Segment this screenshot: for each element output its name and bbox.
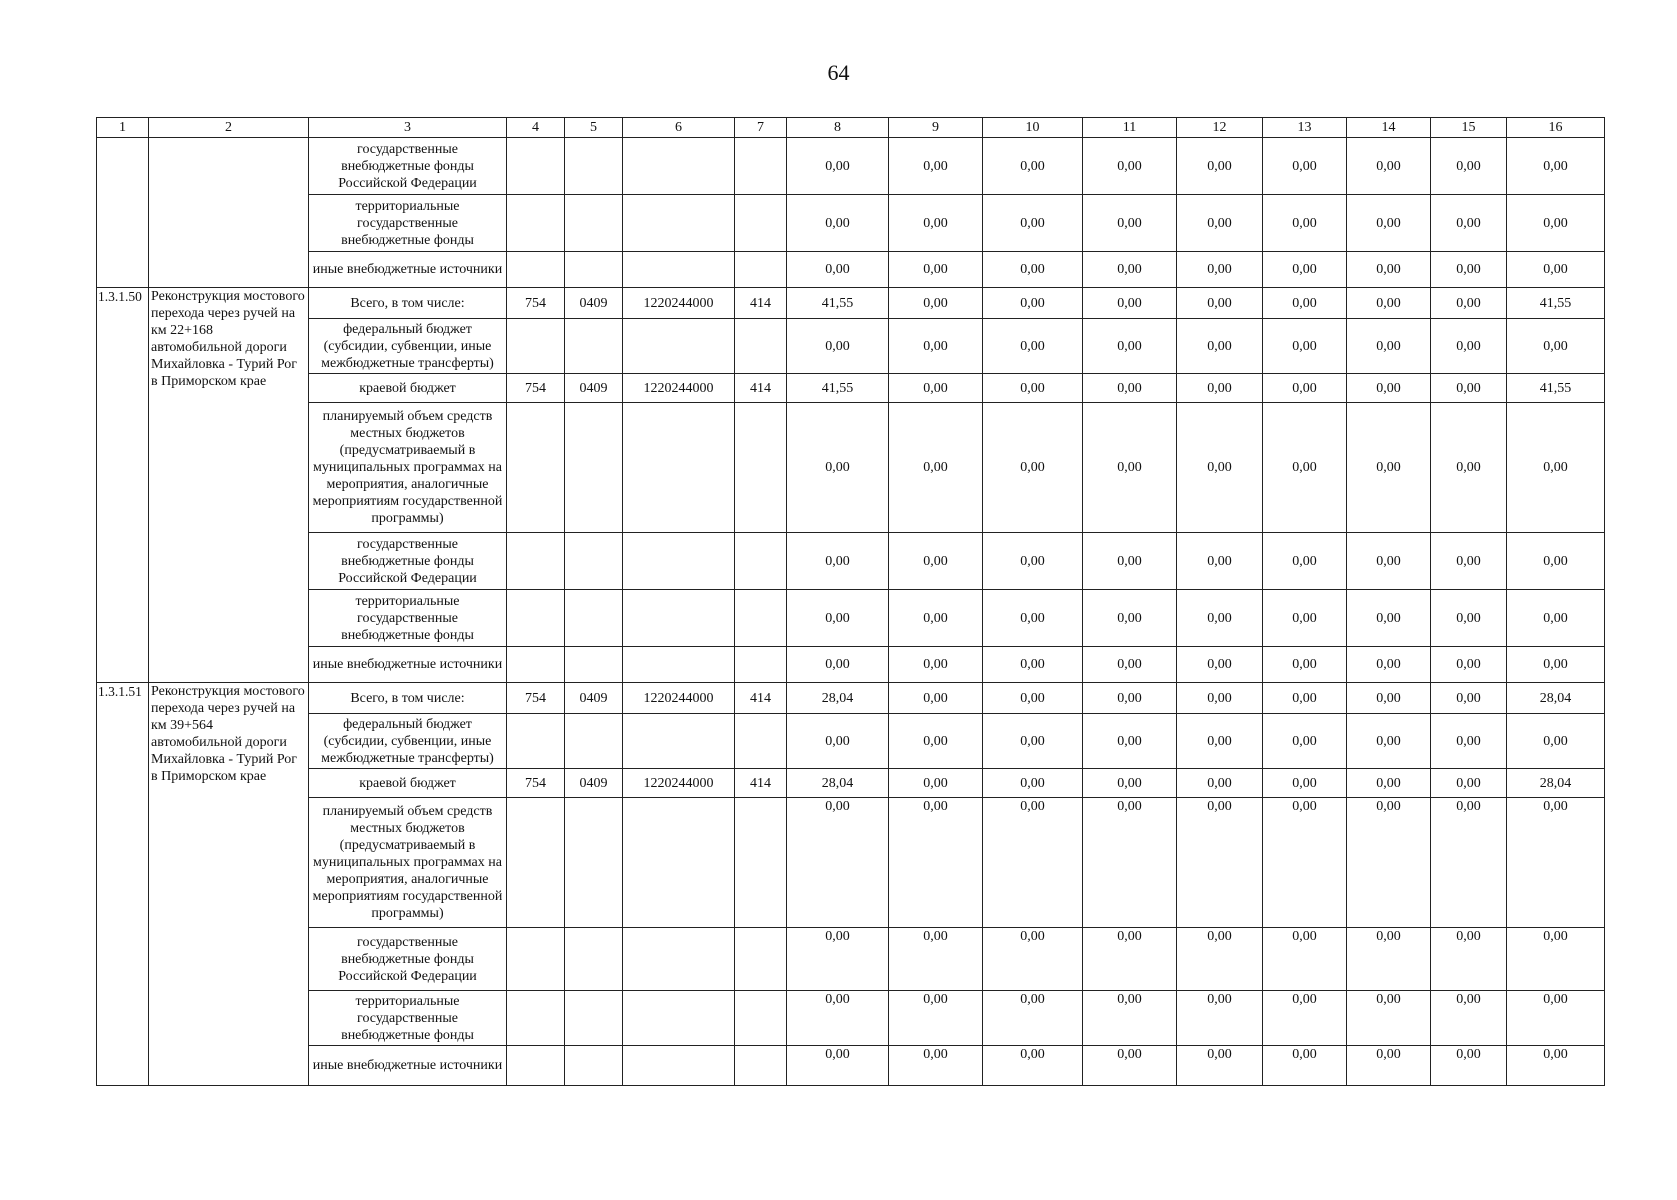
amount-cell: 0,00: [787, 403, 889, 533]
code-grbs: 754: [507, 288, 565, 319]
table-row: [97, 138, 1605, 195]
source-name: краевой бюджет: [309, 374, 507, 403]
code-csr: 1220244000: [623, 683, 735, 714]
amount-cell: 0,00: [787, 252, 889, 288]
amount-cell: 0,00: [1263, 288, 1347, 319]
amount-cell: 0,00: [983, 714, 1083, 769]
amount-cell: 0,00: [1177, 319, 1263, 374]
amount-cell: 0,00: [1431, 647, 1507, 683]
amount-cell: 0,00: [1263, 403, 1347, 533]
col-num: 2: [149, 118, 309, 138]
amount-cell: 0,00: [1083, 533, 1177, 590]
amount-cell: 0,00: [1347, 533, 1431, 590]
amount-cell: 0,00: [889, 319, 983, 374]
amount-cell: 0,00: [1347, 195, 1431, 252]
amount-cell: 0,00: [983, 403, 1083, 533]
amount-cell: 0,00: [889, 991, 983, 1046]
amount-cell: 0,00: [983, 138, 1083, 195]
amount-cell: 0,00: [1083, 714, 1177, 769]
col-num: 3: [309, 118, 507, 138]
amount-cell: 41,55: [1507, 374, 1605, 403]
table-row: [97, 590, 1605, 647]
amount-cell: 0,00: [889, 403, 983, 533]
amount-cell: 0,00: [1083, 590, 1177, 647]
code-vr: 414: [735, 288, 787, 319]
amount-cell: 0,00: [1263, 683, 1347, 714]
source-name: иные внебюджетные источники: [309, 647, 507, 683]
code-grbs: [507, 319, 565, 374]
amount-cell: 0,00: [889, 195, 983, 252]
amount-cell: 0,00: [787, 138, 889, 195]
amount-cell: 0,00: [889, 798, 983, 928]
amount-cell: 0,00: [1177, 374, 1263, 403]
amount-cell: 0,00: [983, 928, 1083, 991]
col-num: 5: [565, 118, 623, 138]
code-vr: [735, 928, 787, 991]
amount-cell: 0,00: [1431, 374, 1507, 403]
amount-cell: 0,00: [1507, 1046, 1605, 1086]
amount-cell: 41,55: [787, 374, 889, 403]
amount-cell: 0,00: [1347, 590, 1431, 647]
amount-cell: 0,00: [1347, 647, 1431, 683]
amount-cell: 0,00: [1263, 138, 1347, 195]
amount-cell: 0,00: [1431, 683, 1507, 714]
amount-cell: 0,00: [1507, 533, 1605, 590]
code-rzpr: [565, 714, 623, 769]
item-code: [97, 138, 149, 288]
table-row: [97, 769, 1605, 798]
amount-cell: 0,00: [787, 991, 889, 1046]
amount-cell: 0,00: [983, 374, 1083, 403]
table-row: [97, 533, 1605, 590]
item-name: [149, 138, 309, 288]
amount-cell: 0,00: [1083, 403, 1177, 533]
amount-cell: 0,00: [1177, 1046, 1263, 1086]
amount-cell: 28,04: [1507, 683, 1605, 714]
amount-cell: 0,00: [1263, 714, 1347, 769]
amount-cell: 0,00: [889, 533, 983, 590]
amount-cell: 28,04: [787, 769, 889, 798]
amount-cell: 0,00: [1263, 769, 1347, 798]
amount-cell: 0,00: [1507, 195, 1605, 252]
code-grbs: [507, 647, 565, 683]
amount-cell: 0,00: [1083, 195, 1177, 252]
amount-cell: 0,00: [1431, 138, 1507, 195]
code-csr: [623, 714, 735, 769]
amount-cell: 0,00: [1083, 683, 1177, 714]
code-csr: 1220244000: [623, 288, 735, 319]
table-row: [97, 319, 1605, 374]
amount-cell: 0,00: [1431, 195, 1507, 252]
code-csr: [623, 252, 735, 288]
col-num: 4: [507, 118, 565, 138]
amount-cell: 0,00: [1083, 1046, 1177, 1086]
amount-cell: 0,00: [1177, 798, 1263, 928]
amount-cell: 0,00: [1263, 590, 1347, 647]
source-name: государственные внебюджетные фонды Российской Федерации: [309, 138, 507, 195]
page-number: 64: [827, 60, 850, 85]
amount-cell: 0,00: [1263, 195, 1347, 252]
amount-cell: 0,00: [889, 683, 983, 714]
amount-cell: 0,00: [1347, 288, 1431, 319]
table-row: [97, 798, 1605, 928]
col-num: 6: [623, 118, 735, 138]
table-row: [97, 403, 1605, 533]
code-csr: [623, 798, 735, 928]
code-csr: [623, 590, 735, 647]
amount-cell: 0,00: [1507, 138, 1605, 195]
amount-cell: 0,00: [983, 991, 1083, 1046]
amount-cell: 0,00: [1347, 374, 1431, 403]
item-name: Реконструкция мостового перехода через ручей на км 22+168 автомобильной дороги Михайловка - Турий Рог в Приморском крае: [149, 288, 309, 683]
table-row: [97, 195, 1605, 252]
code-grbs: 754: [507, 374, 565, 403]
amount-cell: 0,00: [1347, 319, 1431, 374]
amount-cell: 0,00: [1177, 533, 1263, 590]
code-vr: [735, 714, 787, 769]
amount-cell: 0,00: [1507, 991, 1605, 1046]
code-csr: [623, 533, 735, 590]
amount-cell: 0,00: [1347, 798, 1431, 928]
amount-cell: 0,00: [1083, 374, 1177, 403]
item-code: 1.3.1.51: [97, 683, 149, 1086]
code-rzpr: 0409: [565, 374, 623, 403]
amount-cell: 0,00: [889, 1046, 983, 1086]
amount-cell: 0,00: [1507, 319, 1605, 374]
code-vr: [735, 590, 787, 647]
amount-cell: 0,00: [1507, 647, 1605, 683]
column-number-row: [97, 118, 1605, 138]
amount-cell: 0,00: [787, 533, 889, 590]
amount-cell: 0,00: [1177, 195, 1263, 252]
table-row: [97, 991, 1605, 1046]
amount-cell: 0,00: [1347, 403, 1431, 533]
amount-cell: 0,00: [1431, 714, 1507, 769]
item-code: 1.3.1.50: [97, 288, 149, 683]
amount-cell: 0,00: [983, 288, 1083, 319]
amount-cell: 0,00: [1431, 252, 1507, 288]
code-csr: 1220244000: [623, 769, 735, 798]
source-name: краевой бюджет: [309, 769, 507, 798]
amount-cell: 0,00: [1083, 928, 1177, 991]
amount-cell: 0,00: [1431, 403, 1507, 533]
amount-cell: 0,00: [1431, 288, 1507, 319]
table-row: [97, 288, 1605, 319]
source-name: федеральный бюджет (субсидии, субвенции, иные межбюджетные трансферты): [309, 319, 507, 374]
code-rzpr: [565, 1046, 623, 1086]
code-vr: [735, 403, 787, 533]
amount-cell: 0,00: [889, 928, 983, 991]
code-vr: 414: [735, 683, 787, 714]
amount-cell: 0,00: [1263, 1046, 1347, 1086]
code-rzpr: [565, 138, 623, 195]
amount-cell: 0,00: [1083, 769, 1177, 798]
source-name: государственные внебюджетные фонды Российской Федерации: [309, 533, 507, 590]
table-row: [97, 647, 1605, 683]
code-grbs: 754: [507, 683, 565, 714]
amount-cell: 0,00: [1507, 928, 1605, 991]
amount-cell: 0,00: [1263, 991, 1347, 1046]
col-num: 11: [1083, 118, 1177, 138]
amount-cell: 0,00: [1263, 928, 1347, 991]
amount-cell: 0,00: [1347, 714, 1431, 769]
code-rzpr: [565, 533, 623, 590]
amount-cell: 0,00: [889, 374, 983, 403]
code-grbs: [507, 1046, 565, 1086]
amount-cell: 0,00: [1263, 319, 1347, 374]
amount-cell: 0,00: [1431, 928, 1507, 991]
amount-cell: 0,00: [1431, 590, 1507, 647]
code-grbs: [507, 252, 565, 288]
amount-cell: 0,00: [1177, 590, 1263, 647]
amount-cell: 0,00: [1507, 714, 1605, 769]
amount-cell: 0,00: [983, 252, 1083, 288]
amount-cell: 0,00: [1431, 1046, 1507, 1086]
code-vr: [735, 138, 787, 195]
code-grbs: [507, 138, 565, 195]
amount-cell: 0,00: [787, 590, 889, 647]
amount-cell: 0,00: [1177, 288, 1263, 319]
source-name: федеральный бюджет (субсидии, субвенции, иные межбюджетные трансферты): [309, 714, 507, 769]
amount-cell: 0,00: [1431, 533, 1507, 590]
amount-cell: 0,00: [1431, 319, 1507, 374]
amount-cell: 0,00: [787, 1046, 889, 1086]
amount-cell: 0,00: [1263, 647, 1347, 683]
code-grbs: [507, 590, 565, 647]
code-vr: [735, 798, 787, 928]
amount-cell: 0,00: [1177, 403, 1263, 533]
code-rzpr: [565, 798, 623, 928]
table-row: [97, 252, 1605, 288]
code-vr: [735, 252, 787, 288]
code-rzpr: [565, 252, 623, 288]
amount-cell: 0,00: [1507, 403, 1605, 533]
source-name: планируемый объем средств местных бюджетов (предусматриваемый в муниципальных программах на мероприятия, аналогичные мероприятиям государственной программы): [309, 403, 507, 533]
amount-cell: 0,00: [889, 590, 983, 647]
table-row: [97, 714, 1605, 769]
amount-cell: 0,00: [1431, 798, 1507, 928]
table-body: [97, 118, 1605, 1086]
amount-cell: 0,00: [983, 647, 1083, 683]
code-csr: [623, 928, 735, 991]
code-grbs: [507, 195, 565, 252]
amount-cell: 0,00: [889, 647, 983, 683]
amount-cell: 0,00: [889, 714, 983, 769]
code-rzpr: [565, 991, 623, 1046]
amount-cell: 0,00: [787, 714, 889, 769]
amount-cell: 0,00: [1263, 533, 1347, 590]
col-num: 10: [983, 118, 1083, 138]
source-name: Всего, в том числе:: [309, 683, 507, 714]
amount-cell: 0,00: [1347, 1046, 1431, 1086]
amount-cell: 41,55: [1507, 288, 1605, 319]
amount-cell: 0,00: [1083, 138, 1177, 195]
table-row: [97, 928, 1605, 991]
col-num: 12: [1177, 118, 1263, 138]
amount-cell: 0,00: [1263, 374, 1347, 403]
amount-cell: 0,00: [983, 769, 1083, 798]
source-name: территориальные государственные внебюджетные фонды: [309, 991, 507, 1046]
amount-cell: 0,00: [1507, 252, 1605, 288]
amount-cell: 0,00: [1507, 590, 1605, 647]
amount-cell: 0,00: [1083, 647, 1177, 683]
amount-cell: 0,00: [1347, 138, 1431, 195]
col-num: 9: [889, 118, 983, 138]
amount-cell: 0,00: [1431, 769, 1507, 798]
col-num: 8: [787, 118, 889, 138]
amount-cell: 41,55: [787, 288, 889, 319]
amount-cell: 0,00: [787, 928, 889, 991]
amount-cell: 0,00: [787, 798, 889, 928]
code-vr: [735, 319, 787, 374]
col-num: 16: [1507, 118, 1605, 138]
amount-cell: 0,00: [983, 683, 1083, 714]
code-grbs: [507, 798, 565, 928]
amount-cell: 0,00: [983, 319, 1083, 374]
amount-cell: 0,00: [1347, 991, 1431, 1046]
amount-cell: 0,00: [1177, 991, 1263, 1046]
amount-cell: 0,00: [1507, 798, 1605, 928]
amount-cell: 0,00: [1177, 714, 1263, 769]
code-vr: [735, 195, 787, 252]
code-csr: [623, 991, 735, 1046]
amount-cell: 0,00: [787, 647, 889, 683]
amount-cell: 0,00: [889, 288, 983, 319]
source-name: государственные внебюджетные фонды Российской Федерации: [309, 928, 507, 991]
amount-cell: 0,00: [1263, 252, 1347, 288]
amount-cell: 0,00: [1263, 798, 1347, 928]
amount-cell: 0,00: [1347, 683, 1431, 714]
amount-cell: 0,00: [1431, 991, 1507, 1046]
amount-cell: 0,00: [983, 798, 1083, 928]
amount-cell: 0,00: [889, 252, 983, 288]
source-name: территориальные государственные внебюджетные фонды: [309, 590, 507, 647]
amount-cell: 0,00: [1083, 319, 1177, 374]
amount-cell: 0,00: [1083, 252, 1177, 288]
amount-cell: 0,00: [1177, 138, 1263, 195]
code-rzpr: 0409: [565, 769, 623, 798]
code-rzpr: 0409: [565, 683, 623, 714]
code-vr: 414: [735, 769, 787, 798]
amount-cell: 0,00: [889, 138, 983, 195]
code-csr: [623, 195, 735, 252]
source-name: планируемый объем средств местных бюджетов (предусматриваемый в муниципальных программах на мероприятия, аналогичные мероприятиям государственной программы): [309, 798, 507, 928]
amount-cell: 0,00: [787, 319, 889, 374]
col-num: 15: [1431, 118, 1507, 138]
code-vr: [735, 1046, 787, 1086]
code-rzpr: 0409: [565, 288, 623, 319]
amount-cell: 0,00: [1083, 798, 1177, 928]
code-csr: [623, 319, 735, 374]
source-name: иные внебюджетные источники: [309, 1046, 507, 1086]
amount-cell: 0,00: [983, 1046, 1083, 1086]
amount-cell: 0,00: [1177, 928, 1263, 991]
amount-cell: 0,00: [889, 769, 983, 798]
col-num: 13: [1263, 118, 1347, 138]
code-grbs: [507, 714, 565, 769]
code-vr: [735, 533, 787, 590]
code-vr: [735, 991, 787, 1046]
col-num: 1: [97, 118, 149, 138]
source-name: иные внебюджетные источники: [309, 252, 507, 288]
col-num: 7: [735, 118, 787, 138]
col-num: 14: [1347, 118, 1431, 138]
amount-cell: 0,00: [983, 533, 1083, 590]
amount-cell: 28,04: [1507, 769, 1605, 798]
amount-cell: 0,00: [1083, 288, 1177, 319]
code-csr: [623, 647, 735, 683]
amount-cell: 0,00: [1177, 647, 1263, 683]
code-csr: [623, 1046, 735, 1086]
code-grbs: [507, 403, 565, 533]
amount-cell: 0,00: [1083, 991, 1177, 1046]
table-row: [97, 374, 1605, 403]
item-name: Реконструкция мостового перехода через ручей на км 39+564 автомобильной дороги Михайловка - Турий Рог в Приморском крае: [149, 683, 309, 1086]
code-grbs: 754: [507, 769, 565, 798]
amount-cell: 0,00: [1177, 252, 1263, 288]
code-csr: [623, 138, 735, 195]
amount-cell: 0,00: [787, 195, 889, 252]
amount-cell: 0,00: [1347, 769, 1431, 798]
code-grbs: [507, 991, 565, 1046]
code-vr: [735, 647, 787, 683]
amount-cell: 0,00: [1177, 769, 1263, 798]
amount-cell: 28,04: [787, 683, 889, 714]
code-csr: [623, 403, 735, 533]
code-rzpr: [565, 195, 623, 252]
code-rzpr: [565, 928, 623, 991]
code-csr: 1220244000: [623, 374, 735, 403]
table-row: [97, 683, 1605, 714]
code-rzpr: [565, 319, 623, 374]
code-grbs: [507, 533, 565, 590]
amount-cell: 0,00: [1177, 683, 1263, 714]
code-vr: 414: [735, 374, 787, 403]
source-name: Всего, в том числе:: [309, 288, 507, 319]
budget-table: [96, 117, 1605, 1086]
amount-cell: 0,00: [983, 195, 1083, 252]
amount-cell: 0,00: [1347, 252, 1431, 288]
amount-cell: 0,00: [983, 590, 1083, 647]
source-name: территориальные государственные внебюджетные фонды: [309, 195, 507, 252]
amount-cell: 0,00: [1347, 928, 1431, 991]
code-rzpr: [565, 403, 623, 533]
table-row: [97, 1046, 1605, 1086]
code-grbs: [507, 928, 565, 991]
code-rzpr: [565, 647, 623, 683]
code-rzpr: [565, 590, 623, 647]
